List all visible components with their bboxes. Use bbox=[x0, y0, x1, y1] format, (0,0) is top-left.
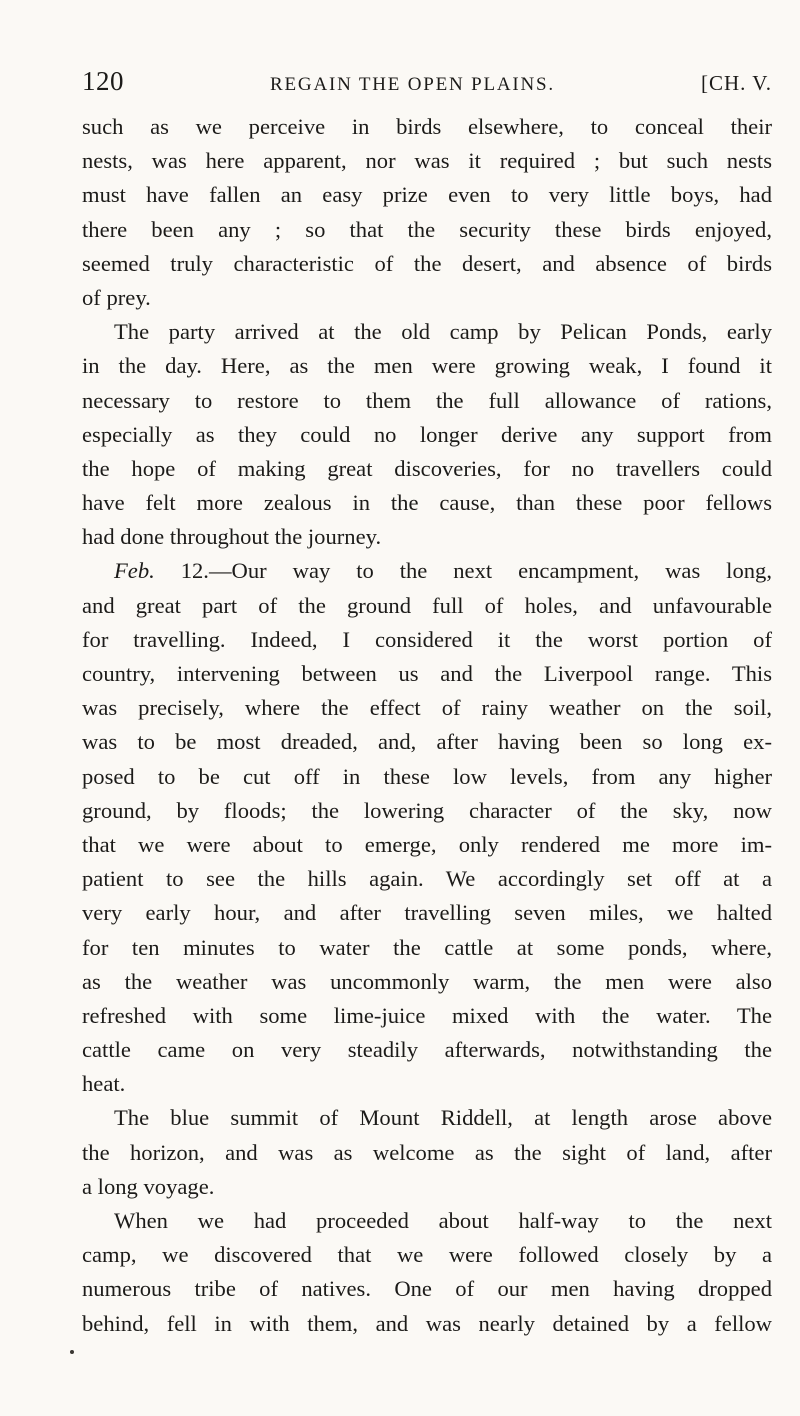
text-line: patient to see the hills again. We accordingly set off at a bbox=[82, 866, 772, 892]
chapter-reference: [CH. V. bbox=[700, 71, 772, 95]
text-line: The blue summit of Mount Riddell, at length arose above bbox=[114, 1105, 772, 1131]
text-line: had done throughout the journey. bbox=[82, 524, 382, 550]
text-line: have felt more zealous in the cause, than these poor fellows bbox=[82, 490, 772, 516]
text-line: especially as they could no longer derive any support from bbox=[82, 421, 772, 447]
text-line: very early hour, and after travelling seven miles, we halted bbox=[82, 900, 772, 926]
text-line: must have fallen an easy prize even to very little boys, had bbox=[82, 182, 772, 208]
text-line: heat. bbox=[82, 1071, 126, 1097]
text-line: for travelling. Indeed, I considered it the worst portion of bbox=[82, 626, 772, 652]
text-line: the hope of making great discoveries, for no travellers could bbox=[82, 455, 772, 481]
text-line: as the weather was uncommonly warm, the men were also bbox=[82, 968, 772, 994]
text-line: the horizon, and was as welcome as the sight of land, after bbox=[82, 1139, 772, 1165]
text-line: in the day. Here, as the men were growing weak, I found it bbox=[82, 353, 772, 379]
text-line: posed to be cut off in these low levels, from any higher bbox=[82, 763, 772, 789]
text-line: behind, fell in with them, and was nearly detained by a fellow bbox=[82, 1310, 772, 1336]
body-text bbox=[82, 110, 772, 1341]
text-line: a long voyage. bbox=[82, 1173, 215, 1199]
text-line-rest: 12.—Our way to the next encampment, was long, bbox=[154, 558, 772, 584]
text-line: for ten minutes to water the cattle at some ponds, where, bbox=[82, 934, 772, 960]
margin-ink-dot bbox=[70, 1350, 74, 1354]
text-line: country, intervening between us and the Liverpool range. This bbox=[82, 661, 772, 686]
text-line: was to be most dreaded, and, after having been so long ex- bbox=[82, 729, 772, 755]
text-line: The party arrived at the old camp by Pelican Ponds, early bbox=[114, 319, 772, 345]
text-line: and great part of the ground full of holes, and unfavourable bbox=[82, 592, 772, 618]
text-line: that we were about to emerge, only rendered me more im- bbox=[82, 831, 772, 857]
text-line: camp, we discovered that we were followed closely by a bbox=[82, 1242, 772, 1268]
text-line: ground, by floods; the lowering character of the sky, now bbox=[82, 797, 772, 823]
text-line: seemed truly characteristic of the desert, and absence of birds bbox=[82, 250, 772, 276]
text-line: refreshed with some lime-juice mixed with the water. The bbox=[82, 1002, 772, 1028]
text-line: When we had proceeded about half-way to the next bbox=[114, 1208, 772, 1233]
text-line: nests, was here apparent, nor was it required ; but such nests bbox=[82, 148, 772, 174]
dated-text-line bbox=[82, 554, 772, 588]
text-line: necessary to restore to them the full allowance of rations, bbox=[82, 387, 772, 413]
running-title: REGAIN THE OPEN PLAINS. bbox=[270, 74, 555, 95]
date-label: Feb. bbox=[114, 558, 155, 584]
page-number: 120 bbox=[82, 66, 124, 96]
text-line: of prey. bbox=[82, 284, 151, 310]
text-line: there been any ; so that the security these birds enjoyed, bbox=[82, 216, 772, 242]
running-header bbox=[82, 66, 772, 100]
text-line: was precisely, where the effect of rainy weather on the soil, bbox=[82, 695, 772, 721]
text-line: numerous tribe of natives. One of our men having dropped bbox=[82, 1276, 772, 1302]
text-line: such as we perceive in birds elsewhere, to conceal their bbox=[82, 114, 772, 139]
text-line: cattle came on very steadily afterwards, notwithstanding the bbox=[82, 1037, 772, 1063]
